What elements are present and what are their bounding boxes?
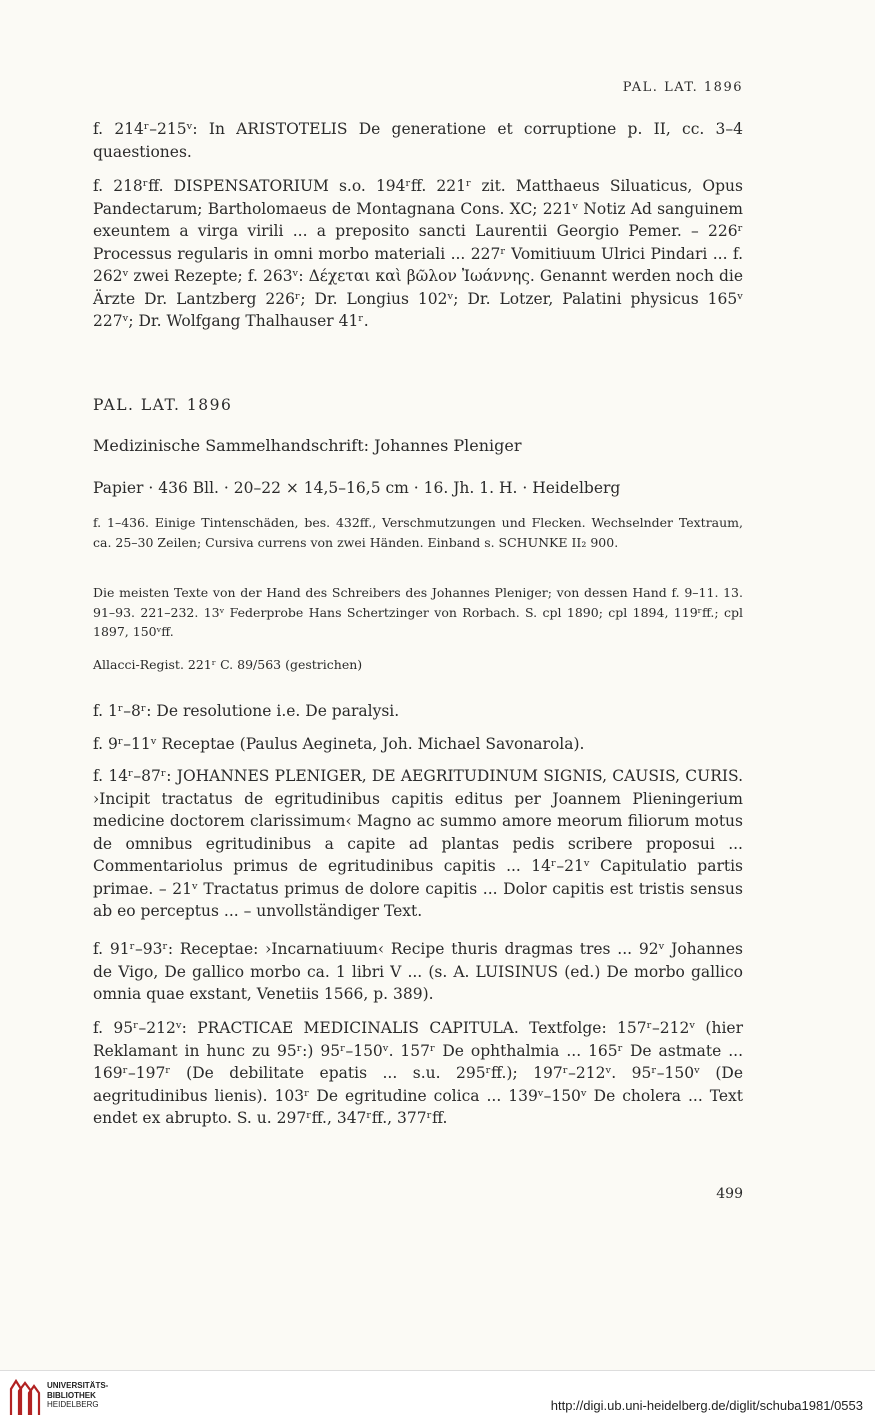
entry-practicae xyxy=(93,1017,743,1130)
entry-aristotelis xyxy=(93,118,743,163)
entry-pleniger xyxy=(93,765,743,923)
library-logo-icon xyxy=(8,1377,42,1417)
entry-receptae-incarnatiuum xyxy=(93,938,743,1006)
description-paragraph: Allacci-Regist. 221ʳ C. 89/563 (gestrichen) xyxy=(93,657,363,672)
entry-text: f. 1ʳ–8ʳ: De resolutione i.e. De paralysi. xyxy=(93,702,400,720)
footer-bar xyxy=(0,1370,875,1426)
entry-text: f. 14ʳ–87ʳ: JOHANNES PLENIGER, DE AEGRITUDINUM SIGNIS, CAUSIS, CURIS. ›Incipit tractatus de egritudinibus capitis editus per Joannem Plieningerium medicine doctorem clarissimum‹ Magno ac summo amore meorum filiorum motus de omnibus egritudinibus a capite ad plantas pedis scribere proposui ... Commentariolus primus de egritudinibus capitis ... 14ʳ–21ᵛ Capitulatio partis primae. – 21ᵛ Tractatus primus de dolore capitis ... Dolor capitis est tristis sensus ab eo perceptus ... – unvollständiger Text. xyxy=(93,767,743,920)
entry-text: f. 214ʳ–215ᵛ: In ARISTOTELIS De generatione et corruptione p. II, cc. 3–4 quaestiones. xyxy=(93,120,743,161)
entry-text: f. 95ʳ–212ᵛ: PRACTICAE MEDICINALIS CAPITULA. Textfolge: 157ʳ–212ᵛ (hier Reklamant in hunc zu 95ʳ:) 95ʳ–150ᵛ. 157ʳ De ophthalmia ... 165ʳ De astmate ... 169ʳ–197ʳ (De debilitate epatis ... s.u. 295ʳff.); 197ʳ–212ᵛ. 95ʳ–150ᵛ (De aegritudinibus lienis). 103ʳ De egritudine colica ... 139ᵛ–150ᵛ De cholera ... Text endet ex abrupto. S. u. 297ʳff., 347ʳff., 377ʳff. xyxy=(93,1019,743,1127)
entry-text: f. 218ʳff. DISPENSATORIUM s.o. 194ʳff. 221ʳ zit. Matthaeus Siluaticus, Opus Pandectarum; Bartholomaeus de Montagnana Cons. XC; 221ᵛ Notiz Ad sanguinem exeuntem a virga virili ... a preposito sancti Laurentii Georgio Pemer. – 226ʳ Processus regularis in omni morbo materiali ... 227ʳ Vomitiuum Ulrici Pindari ... f. 262ᵛ zwei Rezepte; f. 263ᵛ: Δέχεται καὶ βῶλον Ἰωάννης. Genannt werden noch die Ärzte Dr. Lantzberg 226ʳ; Dr. Longius 102ᵛ; Dr. Lotzer, Palatini physicus 165ᵛ 227ᵛ; Dr. Wolfgang Thalhauser 41ʳ. xyxy=(93,177,743,330)
page-number: 499 xyxy=(716,1186,743,1202)
entry-text: f. 91ʳ–93ʳ: Receptae: ›Incarnatiuum‹ Recipe thuris dragmas tres ... 92ᵛ Johannes de Vigo, De gallico morbo ca. 1 libri V ... (s. A. LUISINUS (ed.) De morbo gallico omnia quae exstant, Venetiis 1566, p. 389). xyxy=(93,940,743,1003)
manuscript-heading: Medizinische Sammelhandschrift: Johannes Pleniger xyxy=(93,436,522,455)
entry-de-resolutione xyxy=(93,700,743,723)
entry-receptae xyxy=(93,733,743,756)
entry-text: f. 9ʳ–11ᵛ Receptae (Paulus Aegineta, Joh. Michael Savonarola). xyxy=(93,735,585,753)
section-title: PAL. LAT. 1896 xyxy=(93,396,233,414)
description-paragraph: f. 1–436. Einige Tintenschäden, bes. 432ff., Verschmutzungen und Flecken. Wechselnder Textraum, ca. 25–30 Zeilen; Cursiva currens von zwei Händen. Einband s. SCHUNKE II₂ 900. xyxy=(93,515,743,550)
entry-dispensatorium xyxy=(93,175,743,333)
material-line: Papier · 436 Bll. · 20–22 × 14,5–16,5 cm · 16. Jh. 1. H. · Heidelberg xyxy=(93,479,621,497)
running-head: PAL. LAT. 1896 xyxy=(622,80,743,95)
permalink[interactable]: http://digi.ub.uni-heidelberg.de/diglit/schuba1981/0553 xyxy=(550,1398,863,1413)
library-name: UNIVERSITÄTS- BIBLIOTHEK HEIDELBERG xyxy=(47,1381,109,1409)
description-paragraph: Die meisten Texte von der Hand des Schreibers des Johannes Pleniger; von dessen Hand f. 9–11. 13. 91–93. 221–232. 13ᵛ Federprobe Hans Schertzinger von Rorbach. S. cpl 1890; cpl 1894, 119ʳff.; cpl 1897, 150ᵛff. xyxy=(93,585,743,639)
